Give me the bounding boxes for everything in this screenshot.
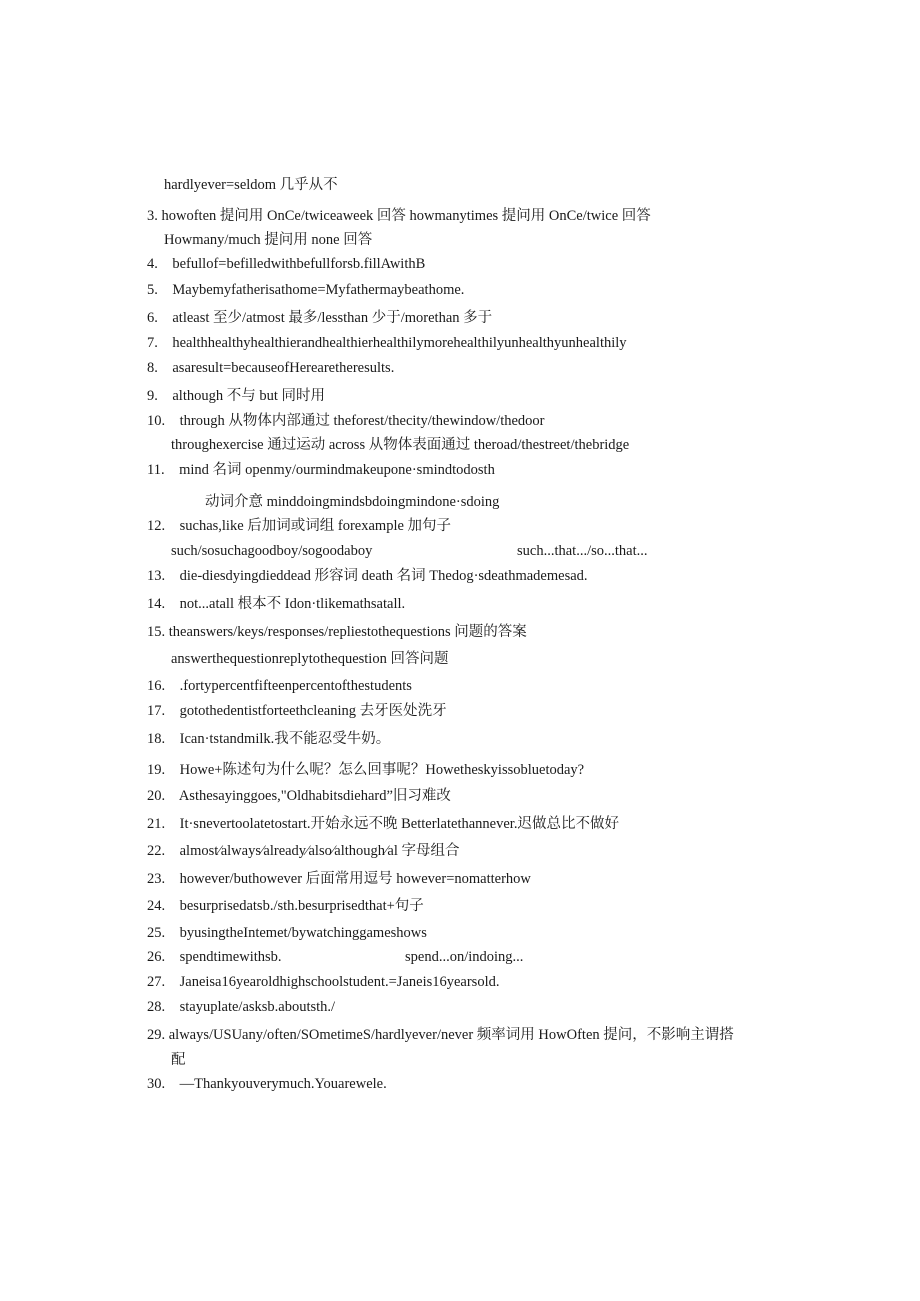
note-line: 15. theanswers/keys/responses/repliestothequestions 问题的答案 <box>147 624 527 640</box>
note-line: 14. not...atall 根本不 Idon·tlikemathsatall. <box>147 596 406 612</box>
note-line: 16. .fortypercentfifteenpercentofthestudents <box>147 678 412 694</box>
note-line: 12. suchas,like 后加词或词组 forexample 加句子 <box>147 518 452 534</box>
note-line: Howmany/much 提问用 none 回答 <box>164 232 373 248</box>
note-line: 19. Howe+陈述句为什么呢？怎么回事呢？Howetheskyissobluetoday? <box>147 762 585 778</box>
note-line: 7. healthhealthyhealthierandhealthierhealthilymorehealthilyunhealthyunhealthily <box>147 335 627 351</box>
note-line: 28. stayuplate/asksb.aboutsth./ <box>147 999 336 1015</box>
note-line: 10. through 从物体内部通过 theforest/thecity/thewindow/thedoor <box>147 413 545 429</box>
note-line: 26. spendtimewithsb. <box>147 949 282 965</box>
note-line: hardlyever=seldom 几乎从不 <box>164 177 338 193</box>
note-line: 6. atleast 至少/atmost 最多/lessthan 少于/morethan 多于 <box>147 310 493 326</box>
note-line: spend...on/indoing... <box>405 949 524 965</box>
note-line: 18. Ican·tstandmilk.我不能忍受牛奶。 <box>147 731 391 747</box>
note-line: 29. always/USUany/often/SOmetimeS/hardlyever/never 频率词用 HowOften 提问，不影响主谓搭 <box>147 1027 734 1043</box>
note-line: 22. almost⁄always⁄already⁄also⁄although⁄al 字母组合 <box>147 843 460 859</box>
note-line: 配 <box>171 1052 186 1068</box>
note-line: 5. Maybemyfatherisathome=Myfathermaybeathome. <box>147 282 465 298</box>
note-line: 动词介意 minddoingmindsbdoingmindone·sdoing <box>205 494 500 510</box>
note-line: 4. befullof=befilledwithbefullforsb.fillAwithB <box>147 256 426 272</box>
note-line: 11. mind 名词 openmy/ourmindmakeupone·smindtodosth <box>147 462 495 478</box>
note-line: throughexercise 通过运动 across 从物体表面通过 theroad/thestreet/thebridge <box>171 437 630 453</box>
note-line: 13. die-diesdyingdieddead 形容词 death 名词 Thedog·sdeathmademesad. <box>147 568 588 584</box>
note-line: 21. It·snevertoolatetostart.开始永远不晚 Betterlatethannever.迟做总比不做好 <box>147 816 619 832</box>
note-line: 27. Janeisa16yearoldhighschoolstudent.=Janeis16yearsold. <box>147 974 500 990</box>
note-line: such...that.../so...that... <box>517 543 648 559</box>
note-line: 23. however/buthowever 后面常用逗号 however=nomatterhow <box>147 871 531 887</box>
note-line: 20. Asthesayinggoes,"Oldhabitsdiehard”旧习难改 <box>147 788 451 804</box>
note-line: 25. byusingtheIntemet/bywatchinggameshows <box>147 925 427 941</box>
note-line: 8. asaresult=becauseofHerearetheresults. <box>147 360 395 376</box>
note-line: 17. gotothedentistforteethcleaning 去牙医处洗牙 <box>147 703 447 719</box>
note-line: answerthequestionreplytothequestion 回答问题 <box>171 651 449 667</box>
note-line: 24. besurprisedatsb./sth.besurprisedthat+句子 <box>147 898 424 914</box>
note-line: 3. howoften 提问用 OnCe/twiceaweek 回答 howmanytimes 提问用 OnCe/twice 回答 <box>147 208 651 224</box>
note-line: 30. —Thankyouverymuch.Youarewele. <box>147 1076 387 1092</box>
note-line: 9. although 不与 but 同时用 <box>147 388 326 404</box>
note-line: such/sosuchagoodboy/sogoodaboy <box>171 543 373 559</box>
